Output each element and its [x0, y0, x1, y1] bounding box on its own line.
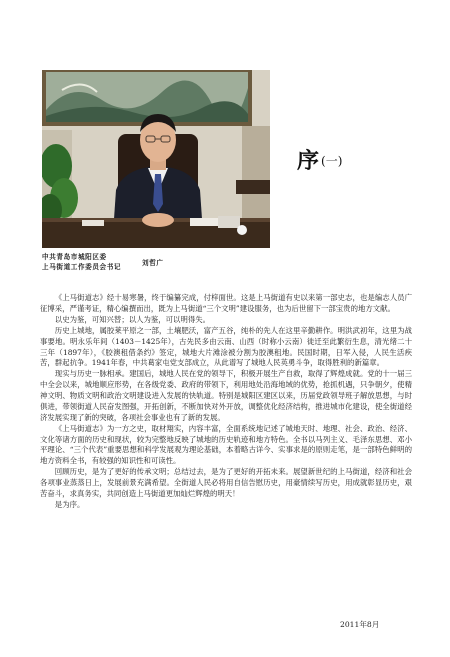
- caption-line-2: 上马街道工作委员会书记: [42, 263, 122, 271]
- paragraph-6: 回顾历史，是为了更好的传承文明；总结过去，是为了更好的开拓未来。展望新世纪的上马街道，经济和社会各项事业蒸蒸日上，发展前景充满希望。全街道人民必将用自信告慰历史，用豪情续写历史，用成就彰显历史，艰苦奋斗，求真务实，共同创造上马街道更加灿烂辉煌的明天！: [40, 467, 412, 498]
- paragraph-5: 《上马街道志》为一方之史，取材翔实，内容丰富，全面系统地记述了城地天时、地理、社会、政治、经济、文化等诸方面的历史和现状，较为完整地反映了城地的历史轨迹和地方特色。全书以马列主义、毛泽东思想、邓小平理论、“三个代表”重要思想和科学发展观为理论基础，本着略古详今、实事求是的原则走笔，是一部特色鲜明的地方资料全书，有较强的知识性和可读性。: [40, 423, 412, 466]
- photo-caption: [42, 252, 242, 272]
- paragraph-2: 以史为鉴，可知兴替；以人为鉴，可以明得失。: [54, 314, 211, 324]
- page-title: [297, 144, 342, 175]
- paragraph-4: 现实与历史一脉相承。建国后，城地人民在党的领导下，积极开展生产自救，取得了辉煌成就。党的十一届三中全会以来，城地顺应形势，在各级党委、政府的带领下，利用地处沿海地域的优势，抢抓机遇，只争朝夕，使精神文明、物质文明和政治文明建设进入发展的快轨道。特别是城阳区建区以来，历届党政领导班子解放思想，与时俱进，带领街道人民奋发图强，开拓创新，不断加快对外开放，调整优化经济结构，推进城市化建设，使全街道经济发展实现了新的突破，各项社会事业也有了新的发展。: [40, 369, 412, 422]
- title-text: 序: [297, 148, 322, 174]
- paragraph-1: 《上马街道志》经十易寒暑，终于编纂完成，付梓面世。这是上马街道有史以来第一部史志，也是编志人员广征博采，严谨考证，精心编撰而出，既为上马街道“三个文明”建设服务，也为后世留下一部宝贵的地方文献。: [40, 293, 412, 313]
- caption-line-1: 中共青岛市城阳区委: [42, 253, 107, 261]
- title-number: (一): [321, 154, 343, 168]
- portrait-image: [42, 70, 270, 248]
- portrait-photo: [42, 70, 270, 248]
- date-line: 2011年8月: [340, 620, 380, 629]
- preface-body: [40, 293, 412, 511]
- paragraph-7: 是为序。: [54, 499, 85, 509]
- paragraph-3: 历史上城地，属胶莱平原之一部，土壤肥沃，富产五谷，纯朴的先人在这里辛勤耕作。明洪武初年，这里为战事要地。明永乐年间（1403－1425年），古先民多由云南、山西（时称小云南）徙迁至此繁衍生息，清光绪二十三年（1897年），《胶澳租借条约》签定，城地大片滩涂被分割为胶澳租地。民国时期，日军入侵，人民生活疾苦，群起抗争。1941年春，中共葛家屯党支部成立，从此谱写了城地人民英勇斗争，取得胜利的新篇章。: [40, 325, 412, 368]
- caption-name: 刘哲广: [142, 259, 164, 267]
